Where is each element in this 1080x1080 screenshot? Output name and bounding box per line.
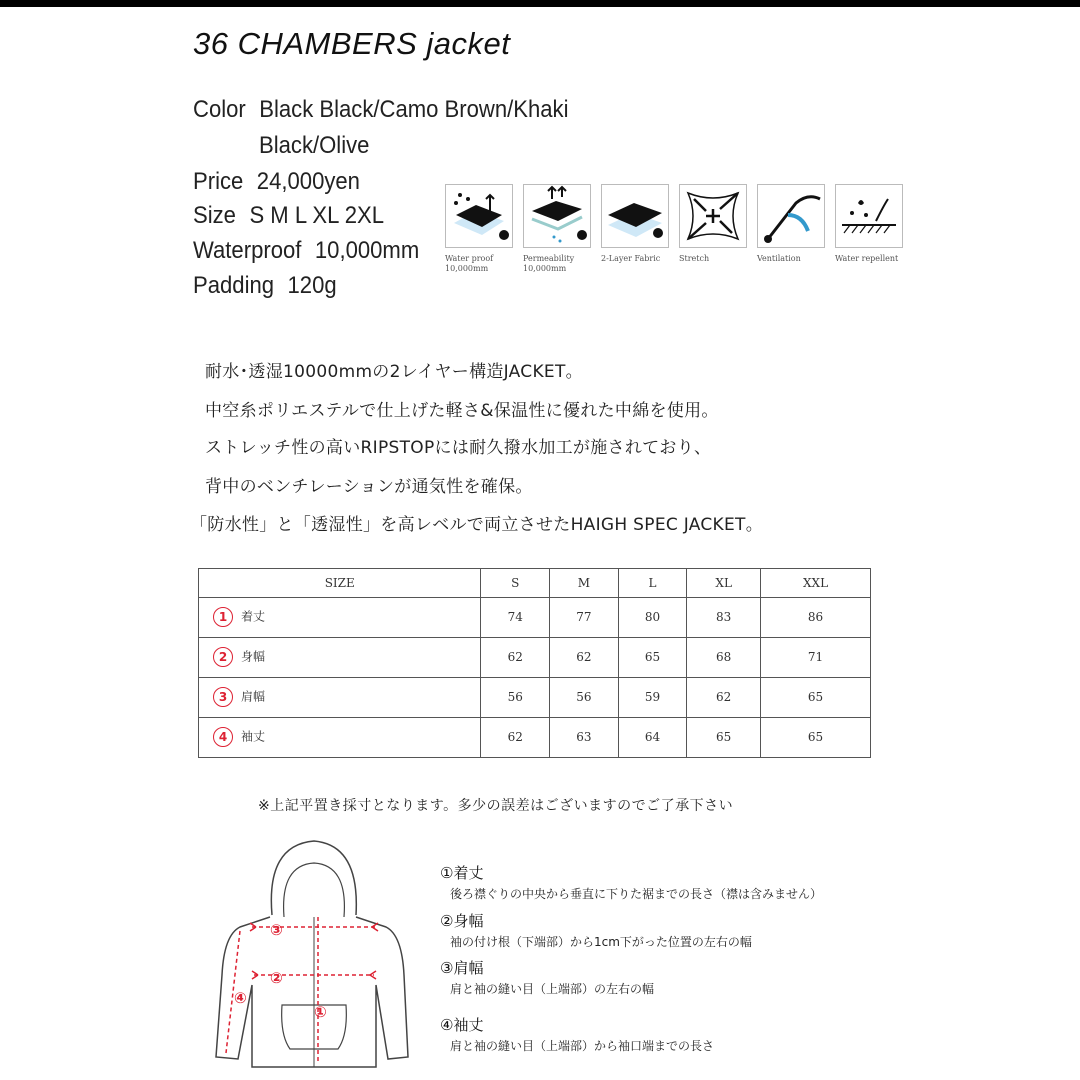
description-line-5: 「防水性」と「透湿性」を高レベルで両立させたHAIGH SPEC JACKET。 (190, 515, 764, 535)
price-label: Price (193, 168, 244, 195)
table-cell: 77 (550, 597, 619, 637)
water-repellent-icon (835, 184, 903, 248)
measurement-desc: 袖の付け根（下端部）から1cm下がった位置の左右の幅 (450, 935, 752, 949)
top-bar (0, 0, 1080, 7)
table-header: S (481, 569, 550, 598)
row-number: 2 (213, 647, 233, 667)
row-label: 4 袖丈 (199, 717, 481, 757)
spec-price (193, 168, 360, 196)
size-label: Size (193, 202, 236, 229)
table-cell: 62 (550, 637, 619, 677)
table-cell: 62 (481, 717, 550, 757)
table-cell: 83 (687, 597, 761, 637)
table-cell: 86 (761, 597, 871, 637)
permeability-icon (523, 184, 591, 248)
spec-size (193, 202, 384, 230)
product-title: 36 CHAMBERS jacket (193, 26, 511, 61)
size-value: S M L XL 2XL (249, 202, 385, 229)
table-cell: 63 (550, 717, 619, 757)
size-table (198, 568, 871, 758)
measurement-4 (440, 1014, 714, 1054)
description-line-4: 背中のベンチレーションが通気性を確保。 (205, 477, 533, 497)
ventilation-icon (757, 184, 825, 248)
measurement-title: ④袖丈 (440, 1016, 484, 1034)
water-proof-caption: Water proof 10,000mm (445, 254, 494, 273)
measurement-1 (440, 862, 822, 902)
description-line-2: 中空糸ポリエステルで仕上げた軽さ&保温性に優れた中綿を使用。 (205, 401, 719, 421)
spec-color-line2: Black/Olive (259, 132, 370, 159)
water-proof-icon (445, 184, 513, 248)
2-layer-fabric-caption: 2-Layer Fabric (601, 254, 661, 263)
table-cell: 80 (618, 597, 687, 637)
waterproof-value: 10,000mm (314, 237, 420, 264)
row-label: 2 身幅 (199, 637, 481, 677)
padding-value: 120g (287, 272, 337, 299)
permeability-caption: Permeability 10,000mm (523, 254, 575, 273)
table-cell: 65 (687, 717, 761, 757)
description-line-3: ストレッチ性の高いRIPSTOPには耐久撥水加工が施されており、 (205, 438, 712, 458)
measurement-title: ②身幅 (440, 912, 484, 930)
spec-waterproof (193, 237, 419, 265)
2-layer-fabric-icon (601, 184, 669, 248)
mark-chest: ② (270, 969, 283, 987)
measurement-desc: 肩と袖の縫い目（上端部）から袖口端までの長さ (450, 1039, 715, 1053)
table-header: XXL (761, 569, 871, 598)
table-cell: 68 (687, 637, 761, 677)
description-line-1: 耐水･透湿10000mmの2レイヤー構造JACKET。 (205, 362, 583, 382)
table-row (199, 637, 871, 677)
color-label: Color (193, 96, 246, 123)
measurement-title: ③肩幅 (440, 959, 484, 977)
measurement-desc: 肩と袖の縫い目（上端部）の左右の幅 (450, 982, 655, 996)
mark-sleeve: ④ (234, 989, 247, 1007)
color-value: Black Black/Camo Brown/Khaki (259, 96, 569, 123)
stretch-icon (679, 184, 747, 248)
table-row (199, 717, 871, 757)
table-cell: 65 (618, 637, 687, 677)
spec-color (193, 96, 569, 124)
table-cell: 65 (761, 717, 871, 757)
water-repellent-caption: Water repellent (835, 254, 899, 263)
table-cell: 59 (618, 677, 687, 717)
measurement-desc: 後ろ襟ぐりの中央から垂直に下りた裾までの長さ（襟は含みません） (450, 887, 823, 901)
spec-padding (193, 272, 337, 300)
table-header: SIZE (199, 569, 481, 598)
feature-icons (445, 184, 900, 284)
row-number: 1 (213, 607, 233, 627)
mark-length: ① (314, 1003, 327, 1021)
row-label: 3 肩幅 (199, 677, 481, 717)
table-header-row (199, 569, 871, 598)
padding-label: Padding (193, 272, 275, 299)
waterproof-label: Waterproof (193, 237, 302, 264)
table-cell: 74 (481, 597, 550, 637)
table-row (199, 597, 871, 637)
hoodie-diagram (210, 835, 410, 1074)
price-value: 24,000yen (256, 168, 360, 195)
table-cell: 56 (550, 677, 619, 717)
table-cell: 62 (481, 637, 550, 677)
table-row (199, 677, 871, 717)
table-cell: 64 (618, 717, 687, 757)
measurement-2 (440, 910, 752, 950)
measurement-3 (440, 957, 654, 997)
table-header: XL (687, 569, 761, 598)
measurement-note: ※上記平置き採寸となります。多少の誤差はございますのでご了承下さい (258, 798, 734, 814)
row-number: 4 (213, 727, 233, 747)
table-header: L (618, 569, 687, 598)
mark-shoulder: ③ (270, 921, 283, 939)
ventilation-caption: Ventilation (757, 254, 801, 263)
table-cell: 56 (481, 677, 550, 717)
table-cell: 65 (761, 677, 871, 717)
measurement-title: ①着丈 (440, 864, 484, 882)
table-header: M (550, 569, 619, 598)
row-label: 1 着丈 (199, 597, 481, 637)
row-number: 3 (213, 687, 233, 707)
table-cell: 62 (687, 677, 761, 717)
stretch-caption: Stretch (679, 254, 710, 263)
table-cell: 71 (761, 637, 871, 677)
